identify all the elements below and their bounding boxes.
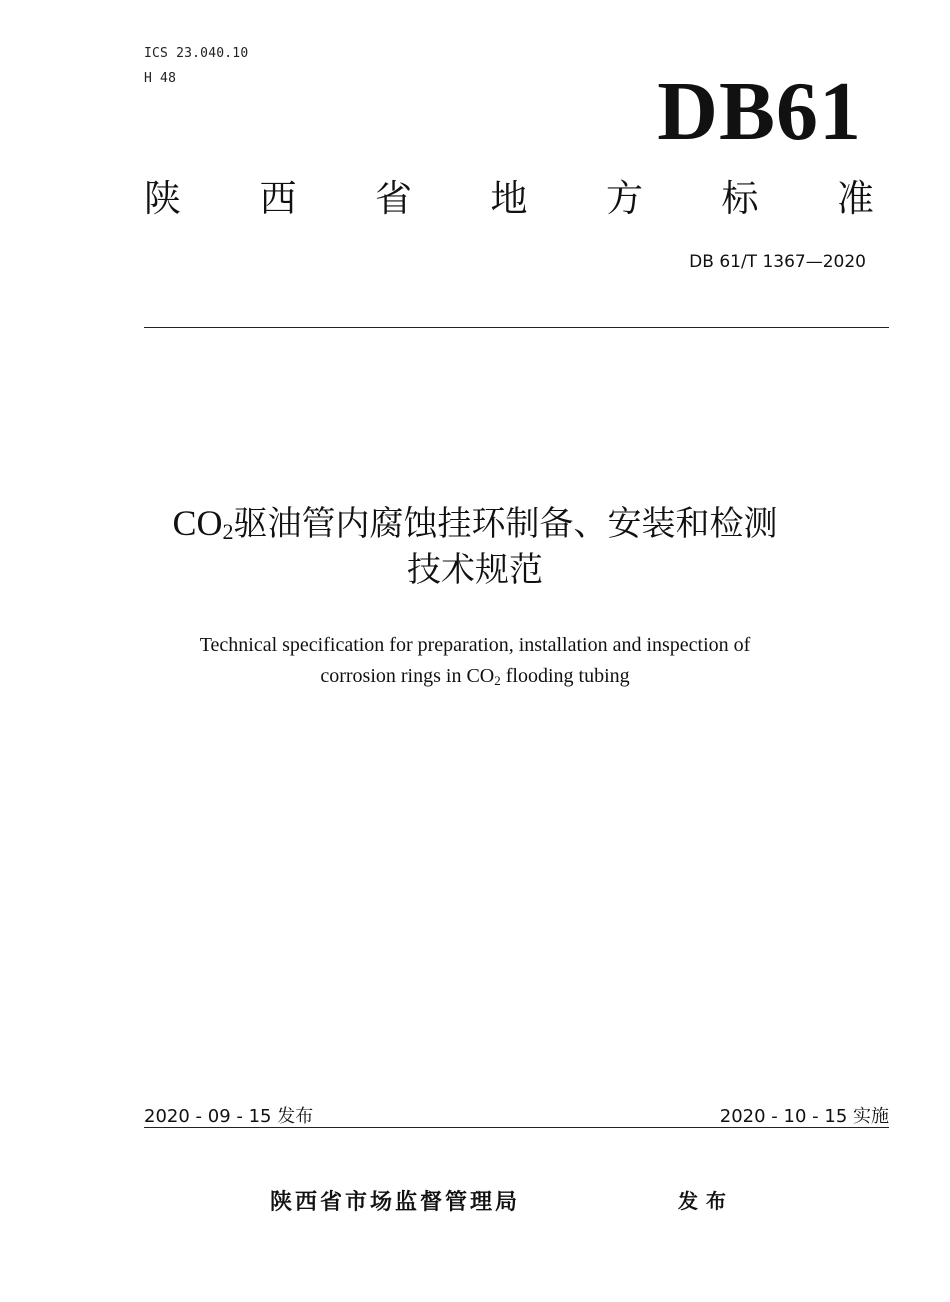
chinese-title-line-1 bbox=[0, 500, 950, 547]
standard-type-char: 陕 bbox=[144, 177, 181, 220]
standard-type-char: 地 bbox=[490, 177, 528, 220]
standard-logo: DB61 bbox=[657, 65, 862, 158]
chinese-title bbox=[0, 500, 950, 593]
chinese-title-line-1-text: 驱油管内腐蚀挂环制备、安装和检测 bbox=[233, 504, 778, 544]
english-title bbox=[0, 630, 950, 692]
standard-number: DB 61/T 1367—2020 bbox=[689, 252, 866, 272]
publish-date: 2020 - 09 - 15 发布 bbox=[144, 1106, 314, 1127]
english-title-line-2-before: corrosion rings in CO bbox=[320, 665, 495, 687]
english-co2-subscript: 2 bbox=[494, 673, 501, 688]
co2-subscript: 2 bbox=[222, 519, 234, 544]
english-title-line-1: Technical specification for preparation, installation and inspection of bbox=[199, 634, 751, 656]
standard-type-char: 西 bbox=[259, 177, 297, 220]
standard-type-char: 省 bbox=[375, 177, 412, 220]
standard-type-heading bbox=[144, 177, 874, 220]
bottom-divider bbox=[144, 1127, 889, 1128]
ccs-code: H 48 bbox=[144, 71, 177, 86]
standard-type-char: 标 bbox=[721, 177, 759, 220]
english-title-line-2-after: flooding tubing bbox=[500, 665, 630, 687]
co2-formula: CO bbox=[172, 503, 223, 543]
ics-code: ICS 23.040.10 bbox=[144, 46, 249, 61]
english-title-line-2 bbox=[0, 661, 950, 692]
issue-label: 发布 bbox=[678, 1189, 734, 1213]
top-divider bbox=[144, 327, 889, 328]
standard-type-char: 方 bbox=[606, 177, 643, 220]
chinese-title-line-2: 技术规范 bbox=[407, 550, 543, 590]
standard-type-char: 准 bbox=[837, 177, 874, 220]
implement-date: 2020 - 10 - 15 实施 bbox=[719, 1106, 889, 1127]
issuing-authority: 陕西省市场监督管理局 bbox=[270, 1190, 521, 1215]
